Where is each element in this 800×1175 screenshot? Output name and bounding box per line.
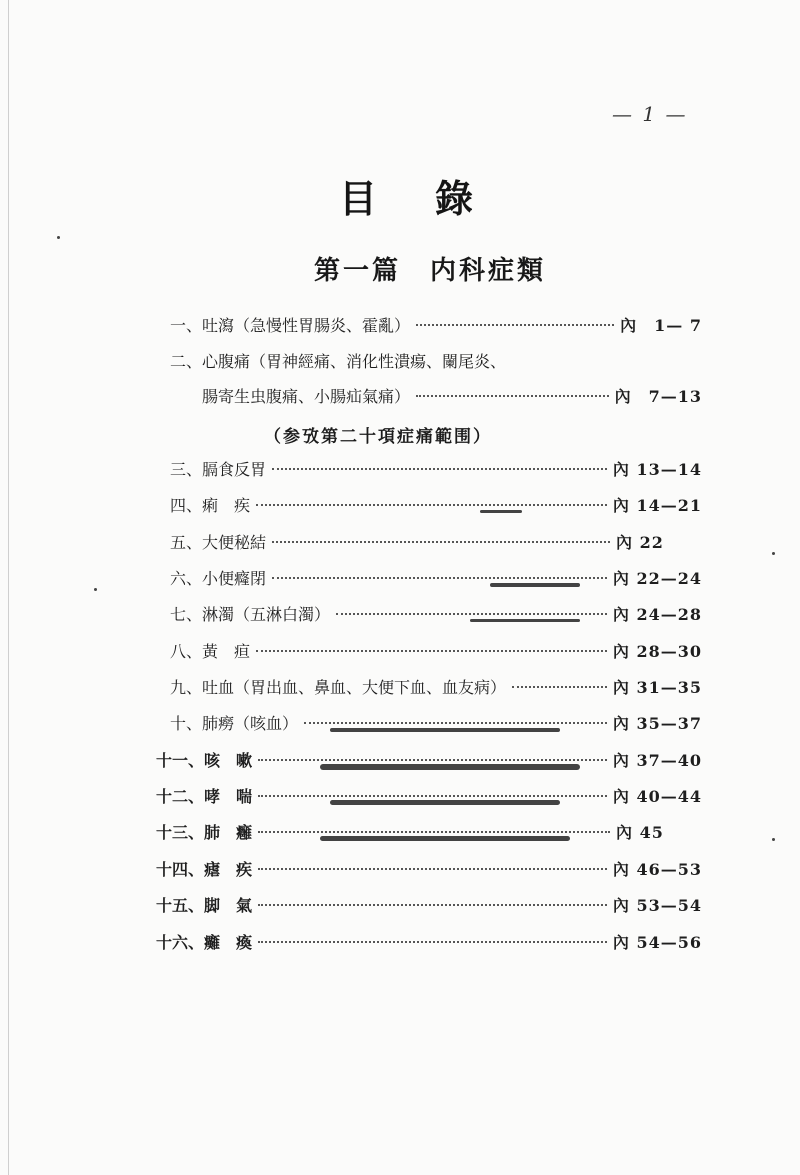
entry-label: 小便癃閉 (202, 569, 267, 588)
toc-entry-6 (170, 569, 702, 589)
entry-label: 哮 喘 (204, 787, 253, 806)
entry-number: 十四、 (156, 860, 205, 879)
toc-entry-15 (156, 896, 702, 916)
entry-label: 瘧 疾 (204, 860, 253, 879)
dot-leader (256, 650, 607, 652)
entry-page-ref: 內 37—40 (612, 751, 702, 770)
entry-page-ref: 內 22—24 (612, 569, 702, 588)
dot-leader (416, 395, 609, 397)
ink-smudge (320, 836, 570, 841)
entry-page-ref: 內 46—53 (612, 860, 702, 879)
entry-page-ref: 內 28—30 (612, 642, 702, 661)
entry-label: 大便秘結 (202, 533, 267, 552)
entry-page-ref: 內 7—13 (614, 387, 702, 406)
entry-page-ref: 內 22 (616, 533, 664, 552)
entry-number: 十六、 (156, 933, 205, 952)
entry-number: 十三、 (156, 823, 205, 842)
dot-leader (336, 613, 607, 615)
dot-leader (272, 577, 607, 579)
dot-leader (258, 759, 607, 761)
toc-entry-1 (170, 316, 702, 336)
entry-label: 痢 疾 (202, 496, 251, 515)
ink-smudge (330, 728, 560, 732)
entry-page-ref: 內 53—54 (612, 896, 702, 915)
dot-leader (512, 686, 607, 688)
entry-number: 五、 (170, 533, 203, 552)
dot-leader (304, 722, 607, 724)
entry-page-ref: 內 35—37 (612, 714, 702, 733)
entry-number: 十一、 (156, 751, 205, 770)
dot-leader (256, 504, 607, 506)
dot-leader (258, 904, 607, 906)
scan-speck (57, 236, 60, 239)
entry-page-ref: 內 13—14 (612, 460, 702, 479)
toc-entry-9 (170, 678, 702, 698)
entry-label: 黃 疸 (202, 642, 251, 661)
entry-page-ref: 內 54—56 (612, 933, 702, 952)
entry-number: 七、 (170, 605, 203, 624)
entry-number: 四、 (170, 496, 203, 515)
ink-smudge (480, 510, 522, 513)
cross-reference-note: （参攷第二十項症痛範围） (264, 427, 492, 447)
entry-number: 一、 (170, 316, 203, 335)
entry-number: 三、 (170, 460, 203, 479)
dot-leader (272, 468, 607, 470)
ink-smudge (470, 619, 580, 622)
entry-number: 九、 (170, 678, 203, 697)
entry-number: 十五、 (156, 896, 205, 915)
dot-leader (258, 868, 607, 870)
ink-smudge (490, 583, 580, 587)
entry-label-continued: 腸寄生虫腹痛、小腸疝氣痛） (202, 387, 411, 406)
entry-label: 肺癆（咳血） (202, 714, 299, 733)
entry-page-ref: 內 40—44 (612, 787, 702, 806)
entry-number: 十二、 (156, 787, 205, 806)
entry-page-ref: 內 1— 7 (620, 316, 702, 335)
entry-number: 八、 (170, 642, 203, 661)
entry-label: 脚 氣 (204, 896, 253, 915)
scan-speck (772, 552, 775, 555)
ink-smudge (330, 800, 560, 805)
entry-number: 十、 (170, 714, 203, 733)
entry-page-ref: 內 14—21 (612, 496, 702, 515)
dot-leader (272, 541, 610, 543)
toc-entry-8 (170, 642, 702, 662)
entry-label: 肺 癰 (204, 823, 253, 842)
section-title: 第一篇 内科症類 (313, 256, 546, 286)
toc-entry-14 (156, 860, 702, 880)
scan-speck (94, 588, 97, 591)
entry-number: 六、 (170, 569, 203, 588)
toc-entry-2-line1 (170, 352, 506, 372)
entry-page-ref: 內 45 (616, 823, 664, 842)
entry-label: 心腹痛（胃神經痛、消化性潰瘍、闌尾炎、 (202, 352, 507, 371)
entry-label: 膈食反胃 (202, 460, 267, 479)
entry-label: 吐血（胃出血、鼻血、大便下血、血友病） (202, 678, 507, 697)
entry-label: 淋濁（五淋白濁） (202, 605, 331, 624)
dot-leader (258, 831, 610, 833)
entry-label: 咳 嗽 (204, 751, 253, 770)
entry-label: 吐瀉（急慢性胃腸炎、霍亂） (202, 316, 411, 335)
dot-leader (258, 795, 607, 797)
scan-speck (772, 838, 775, 841)
toc-entry-16 (156, 933, 702, 953)
dot-leader (416, 324, 614, 326)
ink-smudge (320, 764, 580, 770)
entry-number: 二、 (170, 352, 203, 371)
entry-page-ref: 內 31—35 (612, 678, 702, 697)
entry-page-ref: 內 24—28 (612, 605, 702, 624)
toc-entry-2 (202, 387, 702, 407)
page-number: — 1 — (612, 102, 688, 126)
toc-entry-3 (170, 460, 702, 480)
dot-leader (258, 941, 607, 943)
toc-entry-4 (170, 496, 702, 516)
toc-entry-5 (170, 533, 702, 553)
entry-label: 癱 瘓 (204, 933, 253, 952)
page-title: 目錄 (338, 176, 531, 221)
toc-entry-7 (170, 605, 702, 625)
